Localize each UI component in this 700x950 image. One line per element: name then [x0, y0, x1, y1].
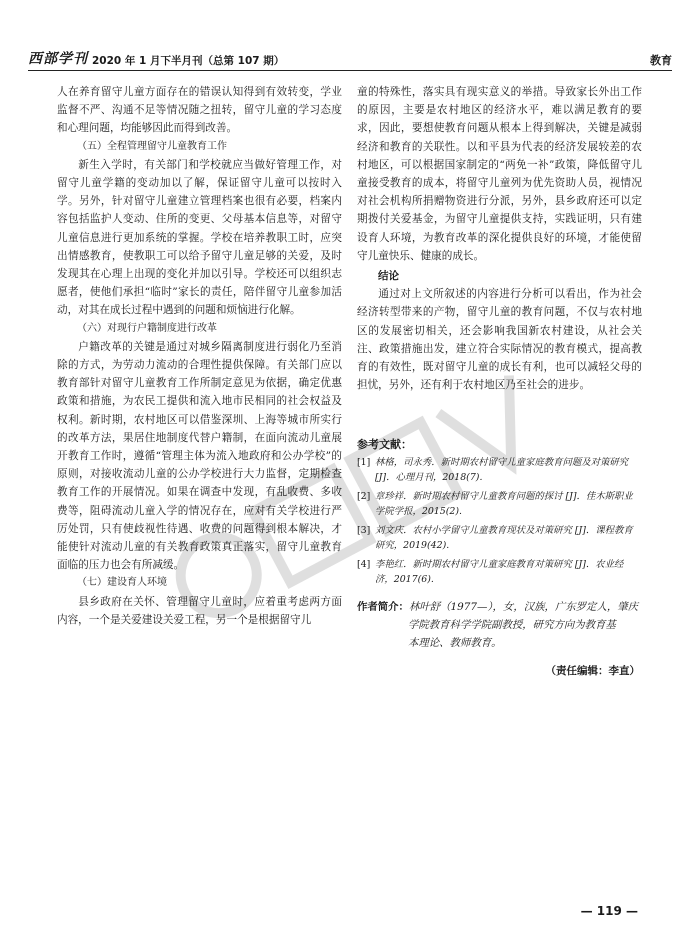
- references-section: [357, 436, 642, 592]
- page-number: — 119 —: [580, 904, 638, 918]
- responsible-editor: （责任编辑：李直）: [545, 665, 640, 677]
- paragraph: 童的特殊性，落实具有现实意义的举措。导致家长外出工作的原因，主要是农村地区的经济水平，难以满足教育的要求，因此，要想使教育问题从根本上得到解决，关键是减弱经济和教育的关联性。以和平县为代表的经济发展较差的农村地区，可以根据国家制定的“两免一补”政策，降低留守儿童接受教育的成本，将留守儿童列为优先资助人员，视情况对社会机构所捐赠物资进行分派，另外，县乡政府还可以定期拨付关爱基金，为留守儿童提供支持，实践证明，只有建设育人环境，为教育改革的深化提供良好的环境，才能使留守儿童快乐、健康的成长。: [357, 86, 642, 262]
- header-left: [28, 48, 284, 68]
- reference-text: 章珍祥．新时期农村留守儿童教育问题的探讨 [J]．佳木斯职业学院学报，2015(2).: [375, 491, 633, 517]
- subheading: （六）对现行户籍制度进行改革: [77, 322, 217, 334]
- issue-info: 2020 年 1 月下半月刊（总第 107 期）: [92, 55, 285, 67]
- journal-logo: 西部学刊: [28, 51, 88, 67]
- paragraph: 人在养育留守儿童方面存在的错误认知得到有效转变，学业监督不严、沟通不足等情况随之扭转，留守儿童的学习态度和心理问题，均能够因此而得到改善。: [57, 86, 342, 135]
- reference-number: [1]: [357, 457, 371, 468]
- reference-text: 林格，司永秀．新时期农村留守儿童家庭教育问题及对策研究 [J]．心理月刊，2018(7).: [375, 457, 629, 483]
- paragraph: 新生入学时，有关部门和学校就应当做好管理工作，对留守儿童学籍的变动加以了解，保证留守儿童可以按时入学。另外，针对留守儿童建立管理档案也很有必要，档案内容包括监护人变动、住所的变更、父母基本信息等，对留守儿童信息进行更加系统的掌握。学校在培养教职工时，应突出情感教育，使教职工可以给予留守儿童足够的关爱，及时发现其在心理上出现的变化并加以引导。学校还可以组织志愿者，使他们承担“临时”家长的责任，陪伴留守儿童参加活动，对其在成长过程中遇到的问题和烦恼进行化解。: [57, 158, 342, 317]
- reference-text: 李艳红．新时期农村留守儿童家庭教育对策研究 [J]．农业经济，2017(6).: [375, 559, 624, 585]
- conclusion-heading: 结论: [378, 270, 399, 283]
- right-column: [357, 83, 642, 394]
- subheading: （五）全程管理留守儿童教育工作: [77, 140, 227, 152]
- reference-item: [357, 490, 642, 519]
- paragraph: 通过对上文所叙述的内容进行分析可以看出，作为社会经济转型带来的产物，留守儿童的教育问题，不仅与农村地区的发展密切相关，还会影响我国新农村建设，从社会关注、政策措施出发，建立符合实际情况的教育模式，提高教育的有效性，既对留守儿童的成长有利，也可以减轻父母的担忧，另外，还有利于农村地区乃至社会的进步。: [357, 288, 642, 392]
- author-text: 本理论、教师教育。: [408, 637, 502, 649]
- reference-item: [357, 524, 642, 553]
- reference-number: [2]: [357, 491, 371, 502]
- author-label: 作者简介：: [357, 601, 409, 613]
- paragraph: 县乡政府在关怀、管理留守儿童时，应着重考虑两方面内容，一个是关爱建设关爱工程，另一个是根据留守儿: [57, 595, 342, 626]
- reference-item: [357, 558, 642, 587]
- section-name: 教育: [650, 54, 672, 67]
- author-line: [357, 598, 647, 616]
- left-column: [57, 83, 342, 629]
- reference-number: [4]: [357, 559, 371, 570]
- references-title: 参考文献：: [357, 438, 412, 451]
- reference-number: [3]: [357, 525, 371, 536]
- reference-item: [357, 456, 642, 485]
- author-text: 学院教育科学学院副教授，研究方向为教育基: [408, 619, 616, 631]
- page-header: [28, 48, 672, 71]
- subheading: （七）建设育人环境: [77, 577, 167, 589]
- paragraph: 户籍改革的关键是通过对城乡隔离制度进行弱化乃至消除的方式，为劳动力流动的合理性提供保障。有关部门应以教育部针对留守儿童教育工作所制定意见为依据，确定优惠政策和措施，为农民工提供和流入地市民相同的社会权益及权利。新时期，农村地区可以借鉴深圳、上海等城市所实行的改革方法，果居住地制度代替户籍制，在面向流动儿童展开教育工作时，遵循“管理主体为流入地政府和公办学校”的原则，对接收流动儿童的公办学校进行大力监督，定期检查教育工作的开展情况。如果在调查中发现，有乱收费、多收费等，阻碍流动儿童入学的情况存在，应对有关学校进行严厉处罚，只有使歧视性待遇、收费的问题得到根本解决，才能使针对流动儿童的有关教育政策真正落实，留守儿童教育面临的压力也会有所减缓。: [57, 340, 342, 572]
- author-bio: [357, 598, 647, 652]
- author-text: 林叶舒（1977—），女，汉族，广东罗定人，肇庆: [408, 601, 639, 613]
- reference-text: 刘文庆．农村小学留守儿童教育现状及对策研究 [J]．课程教育研究，2019(42).: [375, 525, 633, 551]
